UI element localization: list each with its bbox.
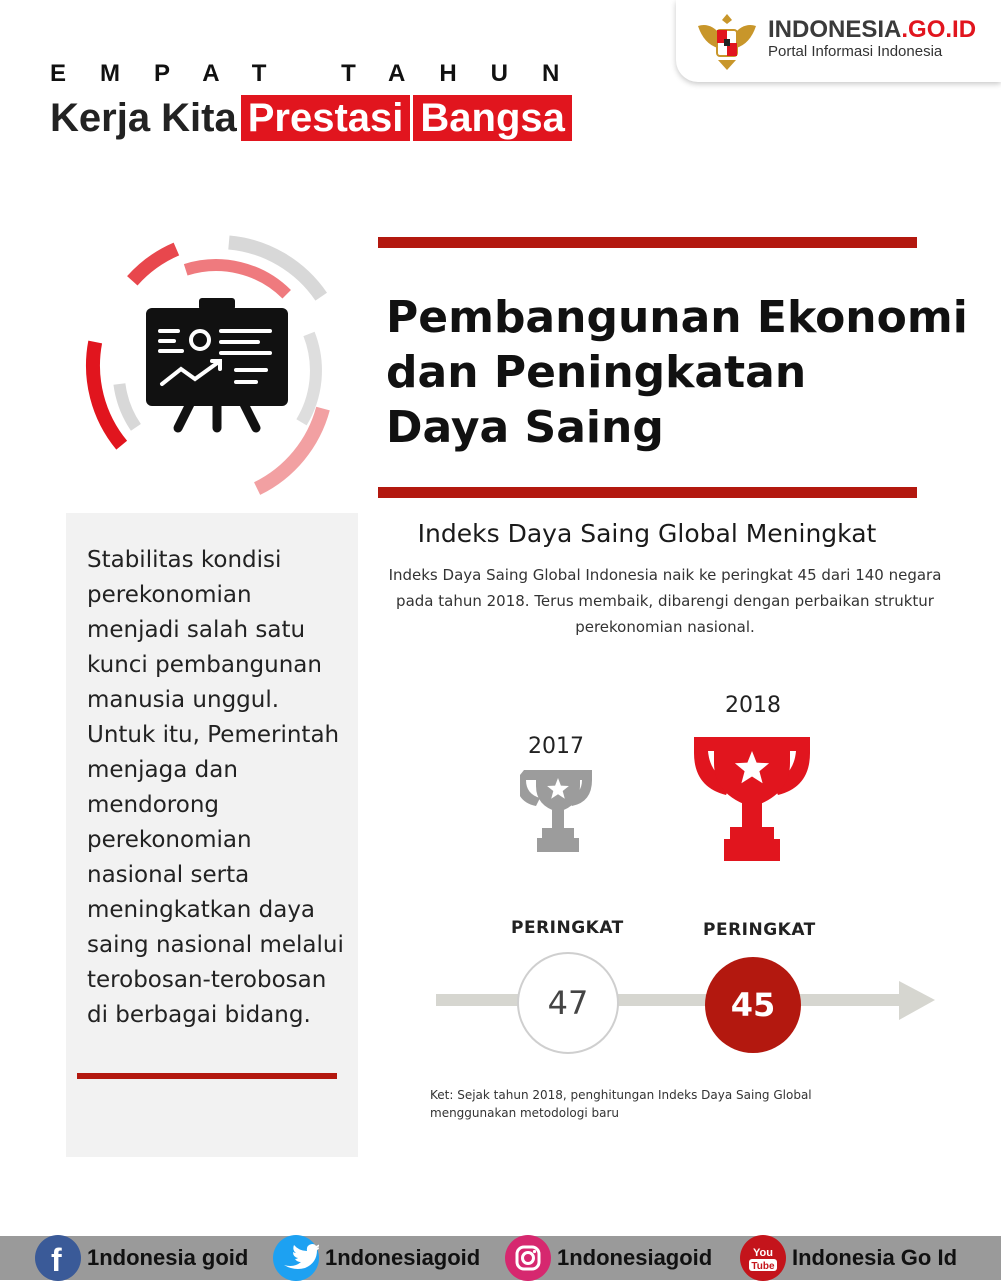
garuda-emblem-icon xyxy=(694,8,760,74)
facebook-link[interactable] xyxy=(35,1236,248,1280)
headline-bangsa: Bangsa xyxy=(413,95,572,141)
page-title xyxy=(386,290,968,455)
brand-name xyxy=(768,16,976,44)
tagline: EMPAT TAHUN xyxy=(50,60,594,87)
year-2018-label: 2018 xyxy=(725,693,781,718)
headline-prestasi: Prestasi xyxy=(241,95,411,141)
rank-label-2017: PERINGKAT xyxy=(511,918,624,938)
social-footer xyxy=(0,1236,1001,1280)
svg-text:f: f xyxy=(51,1242,62,1278)
title-top-bar xyxy=(378,237,917,248)
headline xyxy=(50,95,572,141)
facebook-handle: 1ndonesia goid xyxy=(87,1245,249,1270)
brand-badge[interactable] xyxy=(676,0,1001,82)
title-bottom-bar xyxy=(378,487,917,498)
facebook-icon xyxy=(35,1235,81,1281)
twitter-handle: 1ndonesiagoid xyxy=(325,1245,481,1270)
page-title-line-2: dan Peningkatan xyxy=(386,347,807,398)
instagram-handle: 1ndonesiagoid xyxy=(557,1245,713,1270)
youtube-icon-you: You xyxy=(753,1247,773,1259)
twitter-icon xyxy=(273,1235,319,1281)
rank-2017-circle: 47 xyxy=(517,952,619,1054)
methodology-note: Ket: Sejak tahun 2018, penghitungan Indeks Daya Saing Global menggunakan metodologi baru xyxy=(430,1088,812,1120)
youtube-link[interactable] xyxy=(740,1236,957,1280)
summary-text: Stabilitas kondisi perekonomian menjadi salah satu kunci pembangunan manusia unggul. Untuk itu, Pemerintah menjaga dan mendorong perekonomian nasional serta meningkatkan daya saing nasional melalui terobosan-terobosan di berbagai bidang. xyxy=(87,547,344,1028)
trophy-2018-icon xyxy=(692,727,812,863)
instagram-link[interactable] xyxy=(505,1236,712,1280)
instagram-icon xyxy=(505,1235,551,1281)
brand-name-main: INDONESIA xyxy=(768,16,902,43)
twitter-link[interactable] xyxy=(273,1236,480,1280)
youtube-icon-tube: Tube xyxy=(751,1261,775,1272)
youtube-handle: Indonesia Go Id xyxy=(792,1245,958,1270)
section-description: Indeks Daya Saing Global Indonesia naik ke peringkat 45 dari 140 negara pada tahun 2018. Terus membaik, dibarengi dengan perbaikan struktur perekonomian nasional. xyxy=(388,566,942,636)
section-heading: Indeks Daya Saing Global Meningkat xyxy=(417,519,877,548)
page-title-line-1: Pembangunan Ekonomi xyxy=(386,292,968,343)
rank-label-2018: PERINGKAT xyxy=(703,920,816,940)
brand-subtitle: Portal Informasi Indonesia xyxy=(768,43,943,60)
year-2017-label: 2017 xyxy=(528,734,584,759)
youtube-icon xyxy=(740,1235,786,1281)
trophy-2017-icon xyxy=(520,766,596,854)
page-title-line-3: Daya Saing xyxy=(386,402,664,453)
rank-2018-circle: 45 xyxy=(705,957,801,1053)
summary-bottom-bar xyxy=(77,1073,337,1079)
brand-name-accent: .GO.ID xyxy=(901,16,977,43)
headline-kerja: Kerja Kita xyxy=(50,95,237,140)
progress-arrow xyxy=(436,978,936,1024)
presentation-board-icon xyxy=(80,232,356,500)
summary-panel xyxy=(66,513,358,1157)
